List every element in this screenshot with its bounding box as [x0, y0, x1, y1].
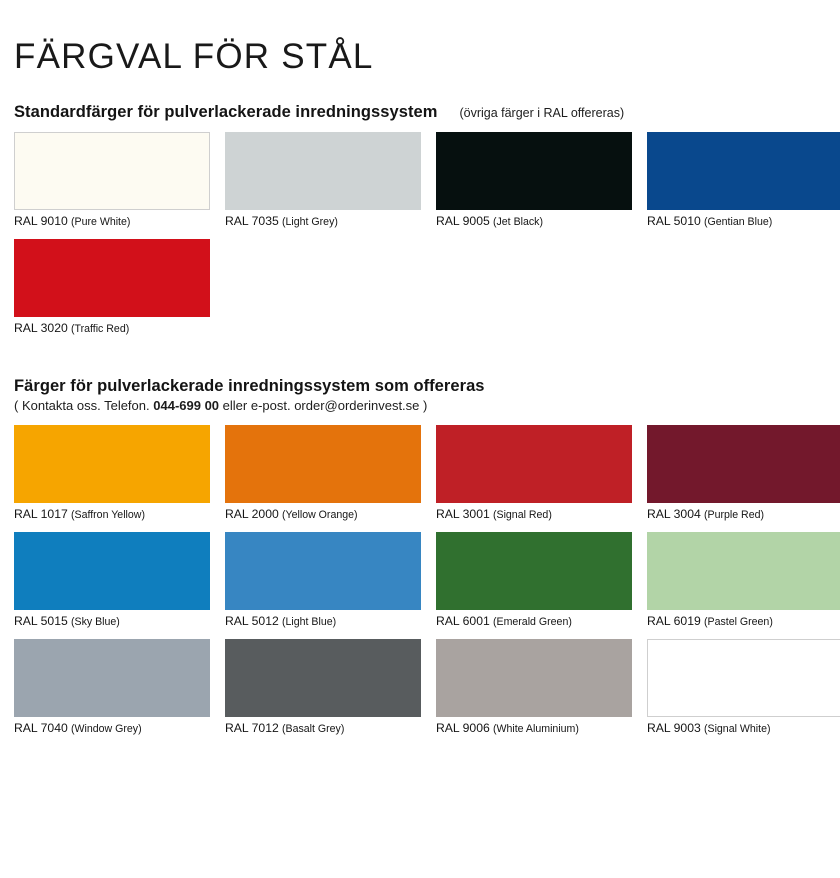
swatch-cell[interactable] [436, 639, 632, 735]
swatch-cell[interactable] [14, 639, 210, 735]
swatch-label [225, 614, 421, 628]
color-swatch[interactable] [14, 239, 210, 317]
swatch-name: (Sky Blue) [70, 615, 120, 628]
color-swatch[interactable] [647, 425, 840, 503]
swatch-code: RAL 7040 [14, 720, 68, 735]
color-swatch[interactable] [225, 532, 421, 610]
swatch-label [647, 214, 840, 228]
swatch-label [647, 614, 840, 628]
section-standard-colors [14, 103, 826, 335]
swatch-label [436, 614, 632, 628]
swatch-cell[interactable] [225, 532, 421, 628]
swatch-code: RAL 3020 [14, 320, 68, 335]
swatch-name: (Basalt Grey) [281, 722, 345, 735]
color-swatch[interactable] [436, 532, 632, 610]
swatch-name: (Pastel Green) [703, 615, 773, 628]
swatch-name: (Pure White) [70, 215, 131, 228]
swatch-name: (Gentian Blue) [703, 215, 773, 228]
swatch-cell[interactable] [647, 132, 840, 228]
swatch-label [647, 721, 840, 735]
color-swatch[interactable] [436, 425, 632, 503]
swatch-name: (Light Blue) [281, 615, 337, 628]
swatch-label [14, 721, 210, 735]
section-standard-header [14, 103, 826, 122]
contact-prefix: ( Kontakta oss. Telefon. [14, 397, 150, 413]
swatch-name: (Signal White) [703, 722, 771, 735]
swatch-cell[interactable] [647, 532, 840, 628]
swatch-cell[interactable] [225, 132, 421, 228]
swatch-code: RAL 5012 [225, 613, 279, 628]
page-title: FÄRGVAL FÖR STÅL [14, 37, 374, 76]
color-swatch[interactable] [225, 132, 421, 210]
contact-phone: 044-699 00 [153, 397, 220, 413]
swatch-name: (Saffron Yellow) [70, 508, 145, 521]
color-selection-page [0, 38, 840, 878]
swatch-name: (Emerald Green) [492, 615, 572, 628]
swatch-name: (Traffic Red) [70, 322, 130, 335]
contact-email[interactable]: order@orderinvest.se [294, 397, 420, 413]
swatch-code: RAL 9010 [14, 213, 68, 228]
swatch-cell[interactable] [225, 425, 421, 521]
swatch-label [225, 507, 421, 521]
swatch-name: (Jet Black) [492, 215, 544, 228]
swatch-cell[interactable] [647, 425, 840, 521]
swatch-code: RAL 6001 [436, 613, 490, 628]
standard-swatch-grid [14, 132, 826, 335]
swatch-cell[interactable] [14, 425, 210, 521]
swatch-name: (White Aluminium) [492, 722, 579, 735]
swatch-label [14, 321, 210, 335]
color-swatch[interactable] [647, 532, 840, 610]
swatch-label [14, 507, 210, 521]
color-swatch[interactable] [436, 639, 632, 717]
swatch-cell[interactable] [225, 639, 421, 735]
swatch-code: RAL 5010 [647, 213, 701, 228]
section-offered-colors [14, 377, 826, 735]
swatch-cell[interactable] [647, 639, 840, 735]
swatch-code: RAL 9003 [647, 720, 701, 735]
color-swatch[interactable] [436, 132, 632, 210]
section-standard-title: Standardfärger för pulverlackerade inredningssystem [14, 102, 438, 121]
swatch-cell[interactable] [14, 132, 210, 228]
offered-swatch-grid [14, 425, 826, 735]
swatch-code: RAL 2000 [225, 506, 279, 521]
swatch-code: RAL 7012 [225, 720, 279, 735]
swatch-code: RAL 1017 [14, 506, 68, 521]
swatch-code: RAL 9005 [436, 213, 490, 228]
swatch-label [436, 214, 632, 228]
color-swatch[interactable] [647, 132, 840, 210]
swatch-label [14, 214, 210, 228]
color-swatch[interactable] [14, 425, 210, 503]
swatch-label [225, 214, 421, 228]
section-offered-title: Färger för pulverlackerade inredningssystem som offereras [14, 376, 485, 395]
swatch-cell[interactable] [14, 239, 210, 335]
swatch-name: (Yellow Orange) [281, 508, 358, 521]
swatch-code: RAL 3001 [436, 506, 490, 521]
swatch-label [14, 614, 210, 628]
swatch-cell[interactable] [436, 132, 632, 228]
color-swatch[interactable] [647, 639, 840, 717]
swatch-code: RAL 5015 [14, 613, 68, 628]
swatch-name: (Window Grey) [70, 722, 142, 735]
swatch-label [647, 507, 840, 521]
swatch-code: RAL 6019 [647, 613, 701, 628]
color-swatch[interactable] [14, 639, 210, 717]
contact-suffix: ) [423, 397, 428, 413]
section-standard-note: (övriga färger i RAL offereras) [459, 105, 625, 120]
swatch-code: RAL 7035 [225, 213, 279, 228]
swatch-label [436, 721, 632, 735]
swatch-name: (Light Grey) [281, 215, 338, 228]
swatch-label [436, 507, 632, 521]
swatch-cell[interactable] [436, 425, 632, 521]
swatch-code: RAL 3004 [647, 506, 701, 521]
swatch-name: (Purple Red) [703, 508, 765, 521]
swatch-name: (Signal Red) [492, 508, 552, 521]
swatch-code: RAL 9006 [436, 720, 490, 735]
swatch-label [225, 721, 421, 735]
color-swatch[interactable] [225, 639, 421, 717]
swatch-cell[interactable] [436, 532, 632, 628]
contact-middle: eller e-post. [222, 397, 291, 413]
section-offered-contact [14, 398, 826, 413]
swatch-cell[interactable] [14, 532, 210, 628]
color-swatch[interactable] [14, 532, 210, 610]
color-swatch[interactable] [225, 425, 421, 503]
color-swatch[interactable] [14, 132, 210, 210]
